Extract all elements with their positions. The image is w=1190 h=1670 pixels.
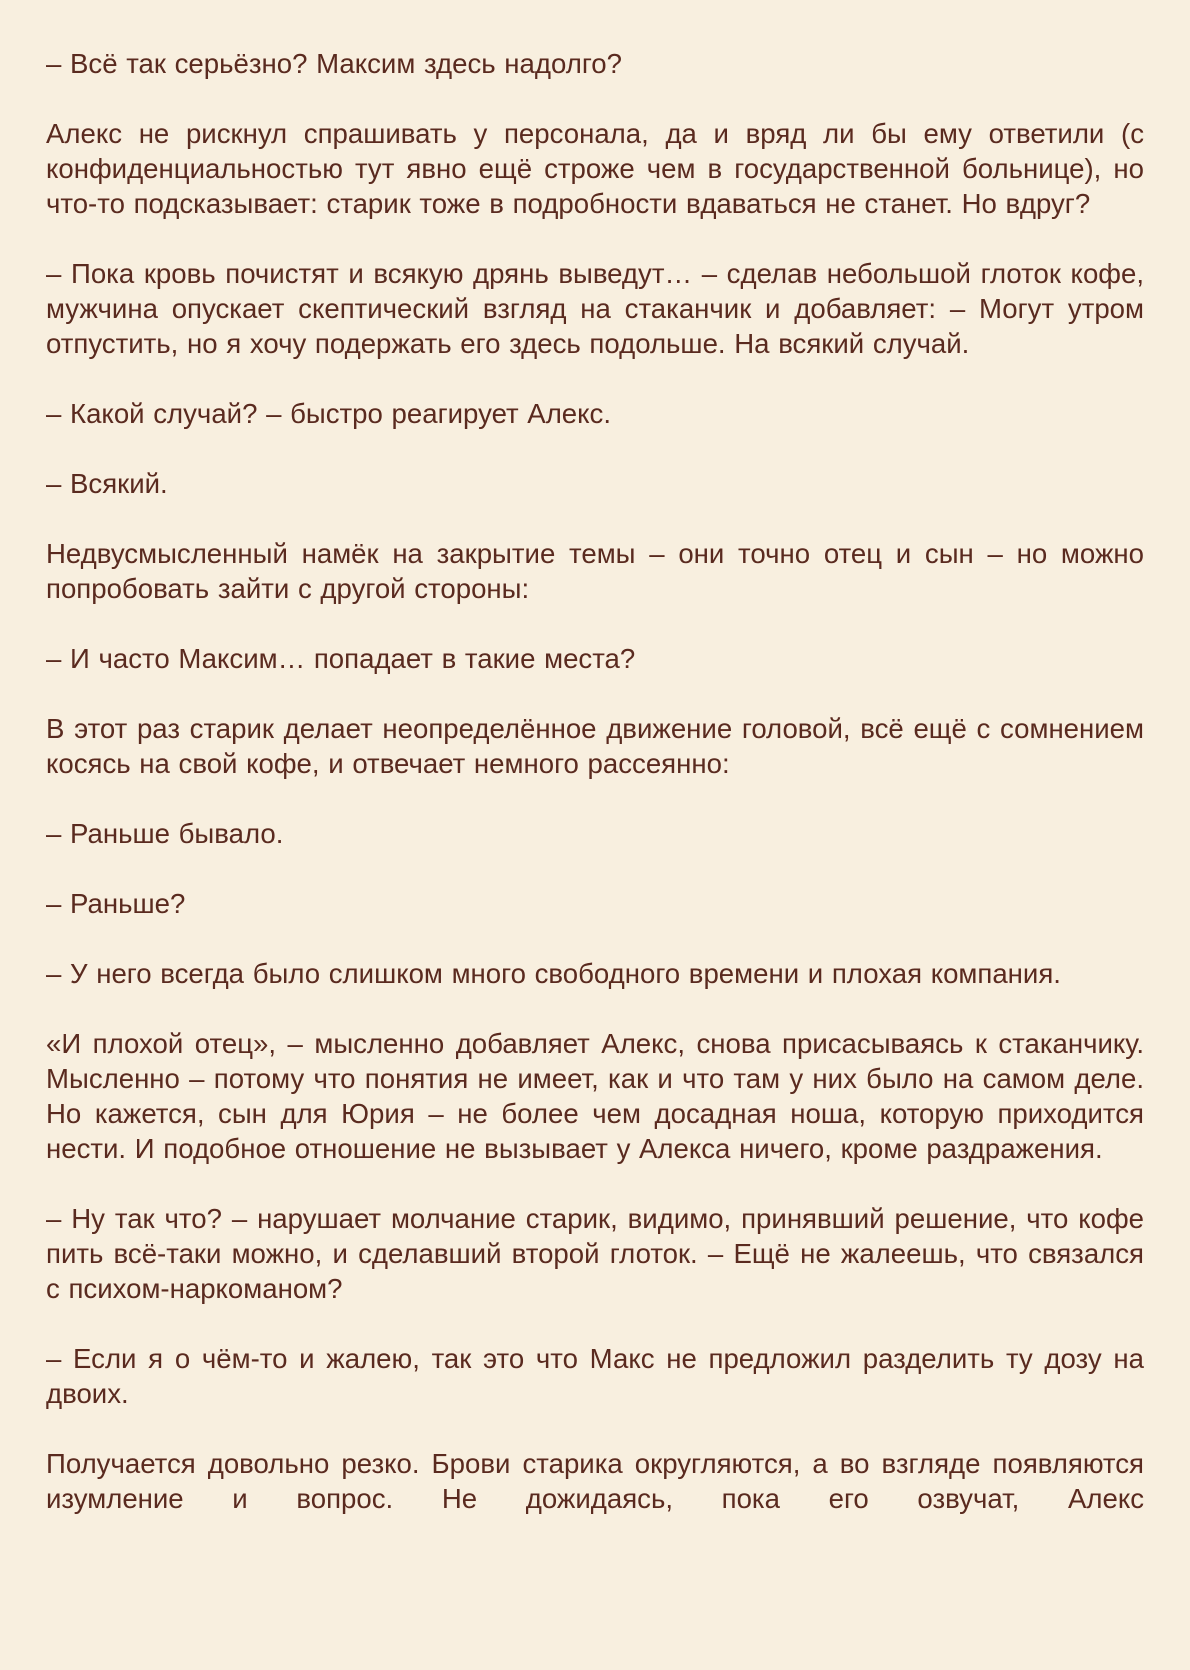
paragraph: – Всякий. — [46, 468, 168, 499]
paragraph: В этот раз старик делает неопределённое движение головой, всё ещё с сомнением косясь на свой кофе, и отвечает немного рассеянно: — [46, 713, 1144, 779]
paragraph: – У него всегда было слишком много свободного времени и плохая компания. — [46, 958, 1061, 989]
paragraph: – Всё так серьёзно? Максим здесь надолго? — [46, 48, 622, 79]
paragraph: – Если я о чём-то и жалею, так это что Макс не предложил разделить ту дозу на двоих. — [46, 1343, 1144, 1409]
paragraph: «И плохой отец», – мысленно добавляет Алекс, снова присасываясь к стаканчику. Мысленно – потому что понятия не имеет, как и что там у них было на самом деле. Но кажется, сын для Юрия – не более чем досадная ноша, которую приходится нести. И подобное отношение не вызывает у Алекса ничего, кроме раздражения. — [46, 1028, 1144, 1164]
paragraph: Недвусмысленный намёк на закрытие темы – они точно отец и сын – но можно попробовать зайти с другой стороны: — [46, 538, 1144, 604]
paragraph: – Пока кровь почистят и всякую дрянь выведут… – сделав небольшой глоток кофе, мужчина опускает скептический взгляд на стаканчик и добавляет: – Могут утром отпустить, но я хочу подержать его здесь подольше. На всякий случай. — [46, 258, 1144, 359]
paragraph: – Какой случай? – быстро реагирует Алекс. — [46, 398, 612, 429]
paragraph: Алекс не рискнул спрашивать у персонала, да и вряд ли бы ему ответили (с конфиденциальностью тут явно ещё строже чем в государственной больнице), но что-то подсказывает: старик тоже в подробности вдаваться не станет. Но вдруг? — [46, 118, 1144, 219]
paragraph: – Ну так что? – нарушает молчание старик, видимо, принявший решение, что кофе пить всё-таки можно, и сделавший второй глоток. – Ещё не жалеешь, что связался с психом-наркоманом? — [46, 1203, 1144, 1304]
paragraph: – Раньше бывало. — [46, 818, 284, 849]
paragraph: – И часто Максим… попадает в такие места? — [46, 643, 636, 674]
paragraph: Получается довольно резко. Брови старика округляются, а во взгляде появляются изумление и вопрос. Не дожидаясь, пока его озвучат, Алекс — [46, 1448, 1144, 1514]
paragraph: – Раньше? — [46, 888, 186, 919]
